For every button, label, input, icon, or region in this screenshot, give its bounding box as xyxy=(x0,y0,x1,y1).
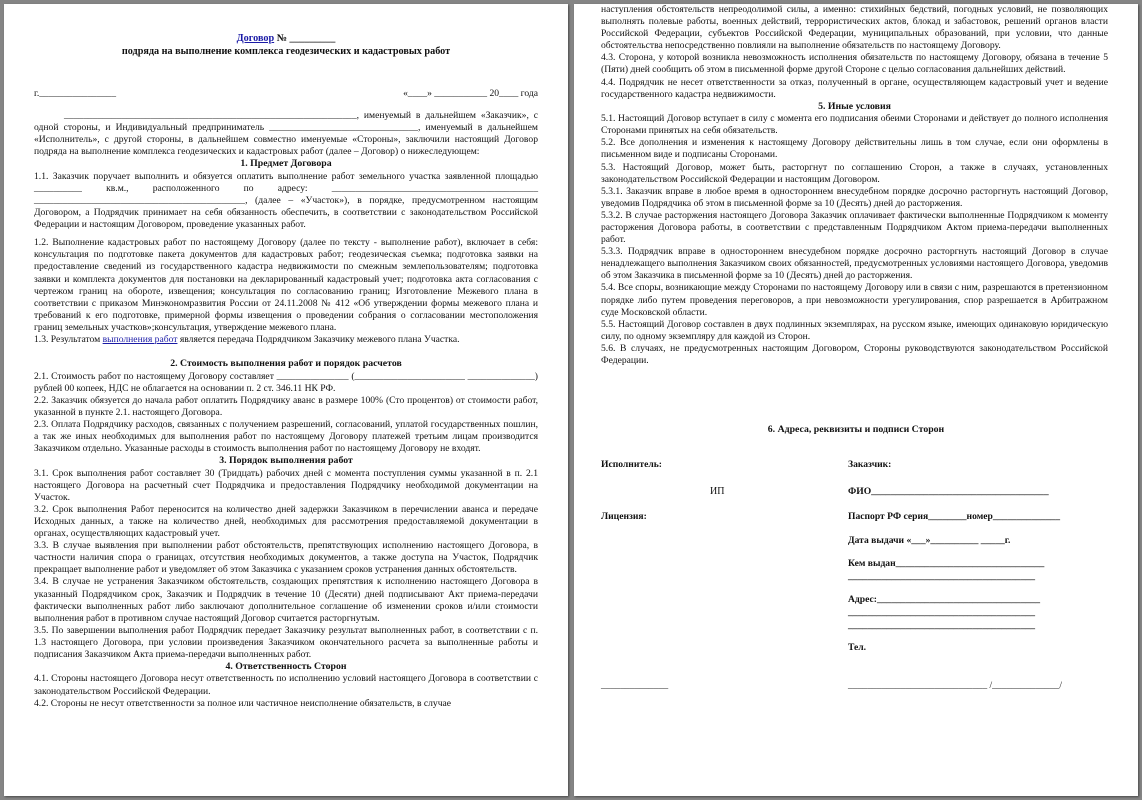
phone-label: Тел. xyxy=(848,642,867,653)
place-date-row xyxy=(34,88,538,100)
clause-3-5: 3.5. По завершении выполнения работ Подрядчик передает Заказчику результат выполненных работ, в соответствии с п. 1.3 настоящего Договора, при условии произведения Заказчиком окончательного расчета за выполненные работы и подписания Заказчиком Акта приема-передачи выполненных работ. xyxy=(34,624,538,660)
issue-date-field[interactable]: Дата выдачи «___»__________ _____г. xyxy=(848,535,1011,546)
clause-5-3-3: 5.3.3. Подрядчик вправе в одностороннем внесудебном порядке досрочно расторгнуть настоящий Договор в случае ненадлежащего выполнения Заказчиком своих обязанностей, предусмотренных условиями настоящего Договора, уведомив об этом Заказчика в письменной форме за 10 (Десять) дней до расторжения. xyxy=(601,246,1108,282)
clause-2-2: 2.2. Заказчик обязуется до начала работ оплатить Подрядчику аванс в размере 100% (Сто процентов) от стоимости работ, указанной в пункте 2.1. настоящего Договора. xyxy=(34,394,538,418)
executor-signature-line[interactable]: ______________ xyxy=(601,680,669,691)
passport-field[interactable]: Паспорт РФ серия________номер______________ xyxy=(848,511,1060,522)
contract-title xyxy=(34,32,538,45)
clause-2-3: 2.3. Оплата Подрядчику расходов, связанных с получением разрешений, согласований, уплатой государственных пошлин, а так же иных необходимых для выполнения работ по настоящему Договору платежей третьим лицам производится Заказчиком отдельно. Указанные расходы в стоимость выполнения работ по настоящему Договору не входят. xyxy=(34,418,538,455)
clause-5-5: 5.5. Настоящий Договор составлен в двух подлинных экземплярах, на русском языке, имеющих одинаковую юридическую силу, по одному экземпляру для каждой из Сторон. xyxy=(601,318,1108,342)
document-page-2 xyxy=(574,4,1138,796)
address-line-3[interactable]: _______________________________________ xyxy=(848,620,1036,631)
clause-5-4: 5.4. Все споры, возникающие между Сторонами по настоящему Договору или в связи с ним, разрешаются в претензионном порядке либо путем проведения переговоров, а при невозможности урегулирования, спор разрешается в Арбитражном суде Московской области. xyxy=(601,282,1108,318)
date-field: «____» ___________ 20____ года xyxy=(403,88,538,99)
clause-1-3-text-b: является передача Подрядчиком Заказчику межевого плана Участка. xyxy=(177,334,460,345)
issued-by-field[interactable]: Кем выдан_______________________________ xyxy=(848,558,1045,569)
clause-5-6: 5.6. В случаях, не предусмотренных настоящим Договором, Стороны руководствуются законодательством Российской Федерации. xyxy=(601,342,1108,367)
clause-5-3: 5.3. Настоящий Договор, может быть, расторгнут по соглашению Сторон, а также в случаях, установленных законодательством Российской Федерации и настоящим Договором. xyxy=(601,161,1108,185)
work-results-link[interactable]: выполнения работ xyxy=(102,334,178,345)
clause-4-1: 4.1. Стороны настоящего Договора несут ответственность по исполнению условий настоящего Договора в соответствии с законодательством Российской Федерации. xyxy=(34,673,538,697)
clause-1-1: 1.1. Заказчик поручает выполнить и обязуется оплатить выполнение работ земельного участка заявленной площадью __________ кв.м., расположенного по адресу: ___________________________________________ ____________________________________________, (далее – «Участок»), в порядке, предусмотренном настоящим Договором, а Подрядчик принимает на себя обязанность обеспечить, в соответствии с законодательством Российской Федерации и настоящим Договором, проведение указанных работ. xyxy=(34,170,538,231)
executor-label: Исполнитель: xyxy=(601,459,662,470)
issued-by-line-2[interactable]: _______________________________________ xyxy=(848,571,1036,582)
clause-5-1: 5.1. Настоящий Договор вступает в силу с момента его подписания обеими Сторонами и действует до полного исполнения Сторонами принятых на себя обязательств. xyxy=(601,113,1108,137)
contract-number: № _________ xyxy=(274,33,336,44)
clause-5-3-1: 5.3.1. Заказчик вправе в любое время в одностороннем внесудебном порядке досрочно расторгнуть настоящий Договор, уведомив Подрядчика об этом в письменной форме за 10 (Десять) дней до расторжения. xyxy=(601,185,1108,209)
clause-4-4: 4.4. Подрядчик не несет ответственности за отказ, полученный в органе, осуществляющем кадастровый учет и ведение государственного кадастра недвижимости. xyxy=(601,76,1108,100)
section-3-heading: 3. Порядок выполнения работ xyxy=(219,455,353,467)
customer-signature-line[interactable]: _____________________________ /______________/ xyxy=(848,680,1062,691)
contract-title-link[interactable]: Договор xyxy=(236,33,275,44)
section-2-heading: 2. Стоимость выполнения работ и порядок расчетов xyxy=(170,358,402,370)
clause-1-3-text-a: 1.3. Результатом xyxy=(34,334,103,345)
clause-4-2: 4.2. Стороны не несут ответственности за полное или частичное неисполнение обязательств, в случае xyxy=(34,697,452,709)
section-5-heading: 5. Иные условия xyxy=(818,100,891,112)
contract-subtitle: подряда на выполнение комплекса геодезических и кадастровых работ xyxy=(121,46,451,57)
address-line-2[interactable]: _______________________________________ xyxy=(848,607,1036,618)
section-4-heading: 4. Ответственность Сторон xyxy=(225,661,347,673)
license-label: Лицензия: xyxy=(601,511,647,522)
address-field[interactable]: Адрес:__________________________________ xyxy=(848,594,1041,605)
intro-paragraph: _____________________________________________________________, именуемый в дальнейшем «Заказчик», с одной стороны, и Индивидуальный предприниматель _______________________________, именуемый в дальнейшем «Исполнитель», с другой стороны, в дальнейшем совместно именуемые «Стороны», заключили настоящий Договор подряда на выполнение комплекса геодезических и кадастровых работ (далее – Договор) о нижеследующем: xyxy=(34,110,538,158)
customer-fio-field[interactable]: ФИО_____________________________________ xyxy=(848,486,1049,497)
clause-3-3: 3.3. В случае выявления при выполнении работ обстоятельств, препятствующих исполнению настоящего Договора, в частности наличия спора о границах, отсутствия необходимых документов, а также доступа на Участок, Подрядчик прекращает выполнение работ и уведомляет об этом Заказчика с указанием сроков устранения данных обстоятельств. xyxy=(34,540,538,576)
section-6-heading: 6. Адреса, реквизиты и подписи Сторон xyxy=(767,424,945,435)
ip-label: ИП xyxy=(710,486,725,497)
clause-3-1: 3.1. Срок выполнения работ составляет 30 (Тридцать) рабочих дней с момента поступления суммы указанной в п. 2.1 настоящего Договора на расчетный счет Подрядчика и предоставления Подрядчику необходимой документации на Участок. xyxy=(34,467,538,503)
clause-3-4: 3.4. В случае не устранения Заказчиком обстоятельств, создающих препятствия к исполнению настоящего Договора в указанный Подрядчиком срок, Заказчик и Подрядчик в течение 10 (Десяти) дней подписывают Акт приема-передачи фактически выполненных работ либо заключают дополнительное соглашение об изменении сроков и/или стоимости выполнения работ в противном случае настоящий Договор считается расторгнутым. xyxy=(34,576,538,624)
clause-4-3: 4.3. Сторона, у которой возникла невозможность исполнения обязательств по настоящему Договору, обязана в течение 5 (Пяти) дней сообщить об этом в письменной форме другой Стороне с целью согласования дальнейших действий. xyxy=(601,52,1108,76)
clause-3-2: 3.2. Срок выполнения Работ переносится на количество дней задержки Заказчиком в перечислении аванса и передаче Исходных данных, а также на количество дней, необходимых для рассмотрения предоставляемой документации в органах, осуществляющих кадастровый учет. xyxy=(34,503,538,540)
clause-5-3-2: 5.3.2. В случае расторжения настоящего Договора Заказчик оплачивает фактически выполненные Подрядчиком к моменту расторжения Договора работы, в соответствии с представленным Подрядчиком Актом приема-передачи выполненных работ. xyxy=(601,209,1108,246)
section-1-heading: 1. Предмет Договора xyxy=(240,158,332,170)
clause-1-2: 1.2. Выполнение кадастровых работ по настоящему Договору (далее по тексту - выполнение работ), включает в себя: консультация по подготовке пакета документов для кадастровых работ; геодезическая съемка; подготовка заявки на предоставление сведений из государственного кадастра недвижимости по смежным землепользователям; подготовка заявки и комплекта документов для постановки на декларированный кадастровый учет; подготовка акта согласования с чертежом границ на обороте, извещения; консультация по согласованию границ; Изготовление Межевого плана в соответствии с приказом Минэкономразвития России от 24.11.2008 № 412 «Об утверждении формы межевого плана и требований к его подготовке, примерной формы извещения о проведении собрания о согласовании местоположения границ земельных участков»;консультация, утверждение межевого плана. xyxy=(34,237,538,333)
city-field: г.________________ xyxy=(34,88,117,99)
customer-label: Заказчик: xyxy=(848,459,892,470)
clause-2-1: 2.1. Стоимость работ по настоящему Договору составляет _______________ (_______________________ ______________) рублей 00 копеек, НДС не облагается на основании п. 2 ст. 346.11 НК РФ. xyxy=(34,370,538,394)
document-page-1 xyxy=(4,4,568,796)
clause-1-3 xyxy=(34,334,538,346)
clause-4-2-continuation: наступления обстоятельств непреодолимой силы, а именно: стихийных бедствий, погодных условий, не позволяющих выполнять полевые работы, военных действий, террористических актов, блокад и забастовок, решений органов власти Российской Федерации, субъектов Российской Федерации, муниципальных образований, при условии, что данные обстоятельства непосредственно повлияли на выполнение обязательств по настоящему Договору. xyxy=(601,4,1108,52)
clause-5-2: 5.2. Все дополнения и изменения к настоящему Договору действительны лишь в том случае, если они оформлены в письменном виде и подписаны Сторонами. xyxy=(601,137,1108,161)
